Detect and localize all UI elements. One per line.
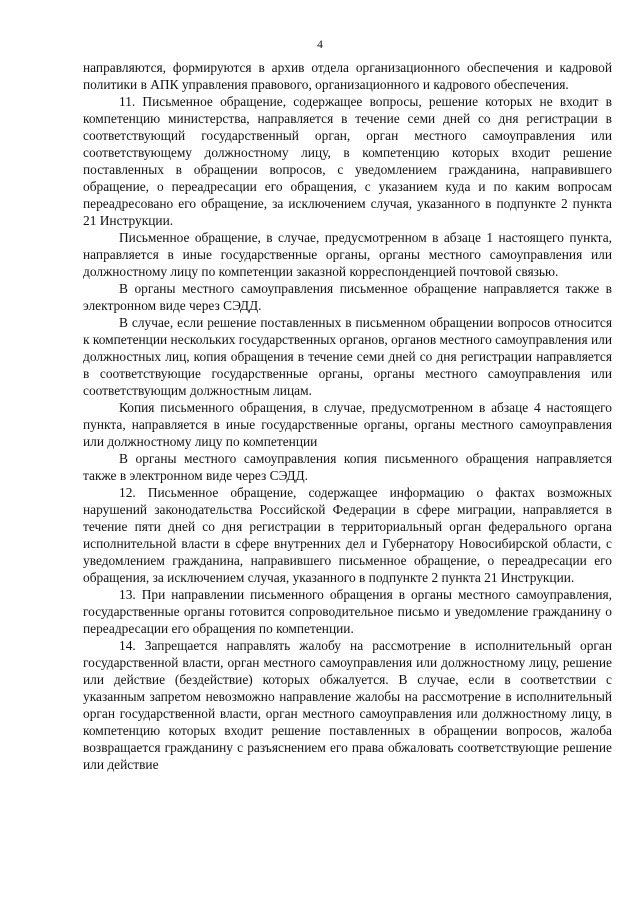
paragraph-copy-forwarding: Копия письменного обращения, в случае, предусмотренном в абзаце 4 настоящего пункта, направляется в иные государственные органы, органы местного самоуправления или должностному лицу по компетенции [83,400,612,449]
paragraph-item-14: 14. Запрещается направлять жалобу на рассмотрение в исполнительный орган государственной власти, орган местного самоуправления или должностному лицу, решение или действие (бездействие) которых обжалуется. В случае, если в соответствии с указанным запретом невозможно направление жалобы на рассмотрение в исполнительный орган государственной власти, орган местного самоуправления или должностному лицу, в компетенцию которых входит решение поставленных в обращении вопросов, жалоба возвращается гражданину с разъяснением его права обжаловать соответствующие решение или действие [83,638,612,772]
paragraph-item-11: 11. Письменное обращение, содержащее вопросы, решение которых не входит в компетенцию министерства, направляется в течение семи дней со дня регистрации в соответствующий государственный орган, орган местного самоуправления или соответствующему должностному лицу, в компетенцию которых входит решение поставленных в обращении вопросов, с уведомлением гражданина, направившего обращение, о переадресации его обращения, с указанием куда и по каким вопросам переадресовано его обращение, за исключением случая, указанного в подпункте 2 пункта 21 Инструкции. [83,94,612,228]
paragraph-multiple-bodies: В случае, если решение поставленных в письменном обращении вопросов относится к компетенции нескольких государственных органов, органов местного самоуправления или должностных лиц, копия обращения в течение семи дней со дня регистрации направляется в соответствующие государственные органы, органы местного самоуправления или соответствующим должностным лицам. [83,315,612,398]
paragraph-registered-mail: Письменное обращение, в случае, предусмотренном в абзаце 1 настоящего пункта, направляется в иные государственные органы, органы местного самоуправления или должностному лицу по компетенции заказной корреспонденцией почтовой связью. [83,230,612,279]
paragraph-copy-electronic: В органы местного самоуправления копия письменного обращения направляется также в электронном виде через СЭДД. [83,451,612,483]
page-number: 4 [317,39,323,51]
paragraph-continuation: направляются, формируются в архив отдела организационного обеспечения и кадровой политики в АПК управления правового, организационного и кадрового обеспечения. [83,60,612,92]
paragraph-item-13: 13. При направлении письменного обращения в органы местного самоуправления, государственные органы готовится сопроводительное письмо и уведомление гражданину о переадресации его обращения по компетенции. [83,587,612,636]
document-body [83,59,612,773]
paragraph-electronic-sedd: В органы местного самоуправления письменное обращение направляется также в электронном виде через СЭДД. [83,281,612,313]
paragraph-item-12: 12. Письменное обращение, содержащее информацию о фактах возможных нарушений законодательства Российской Федерации в сфере миграции, направляется в течение пяти дней со дня регистрации в территориальный орган федерального органа исполнительной власти в сфере внутренних дел и Губернатору Новосибирской области, с уведомлением гражданина, направившего письменное обращение, о переадресации его обращения, за исключением случая, указанного в подпункте 2 пункта 21 Инструкции. [83,485,612,585]
